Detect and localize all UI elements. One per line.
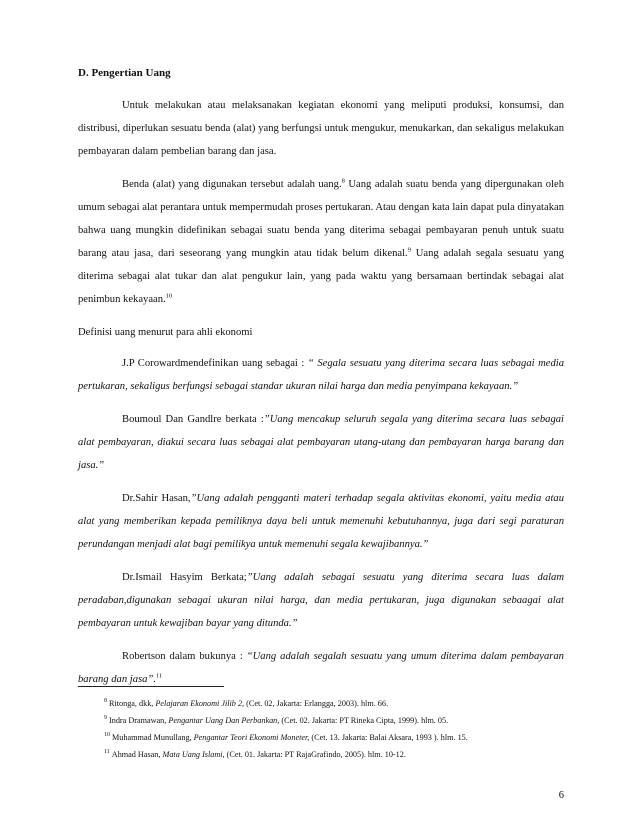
definition-robertson-lead: Robertson dalam bukunya : [122, 651, 247, 662]
footnote-publication: (Cet. 01. Jakarta: PT RajaGrafindo, 2005). hlm. 10-12. [224, 750, 406, 759]
definition-ismail-hasyim-quote: ”Uang adalah sebagai sesuatu yang diterima secara luas dalam peradaban,digunakan sebagai ukuran nilai harga, dan media pertukaran, juga digunakan sebaagai alat pembayaran untuk kewajiban bayar yang ditunda.” [78, 572, 565, 629]
page-body [78, 66, 564, 701]
paragraph-experts-intro: Definisi uang menurut para ahli ekonomi [78, 327, 253, 338]
footnote-publication: (Cet. 13. Jakarta: Balai Aksara, 1993 ). hlm. 15. [309, 733, 468, 742]
definition-sahir-hasan [78, 487, 564, 556]
definition-ismail-hasyim-lead: Dr.Ismail Hasyim Berkata; [122, 572, 247, 583]
paragraph-definition-part-a: Benda (alat) yang digunakan tersebut adalah uang. [122, 179, 342, 190]
definition-sahir-hasan-lead: Dr.Sahir Hasan, [122, 493, 191, 504]
footnote-title: Pengantar Teori Ekonomi Moneter, [193, 733, 310, 742]
footnote-ref-11[interactable]: 11 [156, 672, 163, 680]
definition-coroward-lead: J.P Corowardmendefinikan uang sebagai : [122, 358, 308, 369]
footnote-publication: (Cet. 02, Jakarta: Erlangga, 2003). hlm. 66. [244, 699, 389, 708]
footnote-ref-8[interactable]: 8 [341, 177, 345, 185]
definition-coroward [78, 352, 564, 398]
definition-boumoul-lead: Boumoul Dan Gandlre berkata : [122, 414, 264, 425]
footnote-ref-10[interactable]: 10 [165, 292, 173, 300]
footnote-number: 10 [104, 732, 110, 739]
paragraph-definition [78, 173, 564, 311]
footnote-author: Indra Dramawan, [109, 716, 169, 725]
footnotes [104, 695, 574, 763]
footnote-item [104, 746, 574, 763]
section-heading: D. Pengertian Uang [78, 67, 171, 79]
paragraph-intro: Untuk melakukan atau melaksanakan kegiatan ekonomi yang meliputi produksi, konsumsi, dan distribusi, diperlukan sesuatu benda (alat) yang berfungsi untuk mengukur, menukarkan, dan sekaligus melakukan pembayaran dalam pembelian barang dan jasa. [78, 100, 564, 157]
definition-coroward-quote: “ Segala sesuatu yang diterima secara luas sebagai media pertukaran, sekaligus berfungsi sebagai standar ukuran nilai harga dan media penyimpana kekayaan.” [78, 358, 564, 392]
definition-boumoul [78, 408, 564, 477]
footnote-item [104, 695, 574, 712]
footnote-title: Mata Uang Islami, [162, 750, 225, 759]
footnote-author: Muhammad Munullang, [112, 733, 194, 742]
footnote-item [104, 712, 574, 729]
definition-sahir-hasan-quote: ”Uang adalah pengganti materi terhadap segala aktivitas ekonomi, yaitu media atau alat yang memberikan kepada pemiliknya daya beli untuk memenuhi kebutuhannya, juga dari segi paraturan perundangan menjadi alat bagi pemilikya untuk memenuhi segala kewajibannya.” [78, 493, 564, 550]
footnote-item [104, 729, 574, 746]
footnote-number: 8 [104, 698, 107, 705]
definition-robertson [78, 645, 564, 691]
page-number: 6 [558, 790, 564, 801]
definition-boumoul-quote: ”Uang mencakup seluruh segala yang diterima secara luas sebagai alat pembayaran, diakui secara luas sebagai alat pembayaran utang-utang dan pembayaran harga barang dan jasa.” [78, 414, 564, 471]
footnote-title: Pelajaran Ekonomi Jilib 2, [155, 699, 245, 708]
definition-robertson-quote: “Uang adalah segalah sesuatu yang umum diterima dalam pembayaran barang dan jasa”. [78, 651, 564, 685]
paragraph-definition-part-c: Uang adalah segala sesuatu yang diterima sebagai alat tukar dan alat pengukur lain, yang pada waktu yang bersamaan bertindak sebagai alat penimbun kekayaan. [78, 248, 564, 305]
footnote-title: Pengantar Uang Dan Perbankan, [168, 716, 280, 725]
footnote-number: 9 [104, 715, 107, 722]
paragraph-definition-part-b: Uang adalah suatu benda yang dipergunakan oleh umum sebagai alat perantara untuk mempermudah proses pertukaran. Atau dengan kata lain dapat pula dinyatakan bahwa uang mungkin didefinikan sebagai suatu benda yang diterima sebagai pembayaran penuh untuk suatu barang atau jasa, dari seseorang yang mungkin atau tidak belum dikenal. [78, 179, 564, 259]
footnote-number: 11 [104, 749, 110, 756]
footnote-ref-9[interactable]: 9 [407, 246, 411, 254]
definition-ismail-hasyim [78, 566, 564, 635]
footnote-publication: (Cet. 02. Jakarta: PT Rineka Cipta, 1999). hlm. 05. [279, 716, 449, 725]
footnote-author: Ahmad Hasan, [111, 750, 163, 759]
footnote-author: Ritonga, dkk, [109, 699, 156, 708]
footnote-divider [78, 686, 224, 687]
